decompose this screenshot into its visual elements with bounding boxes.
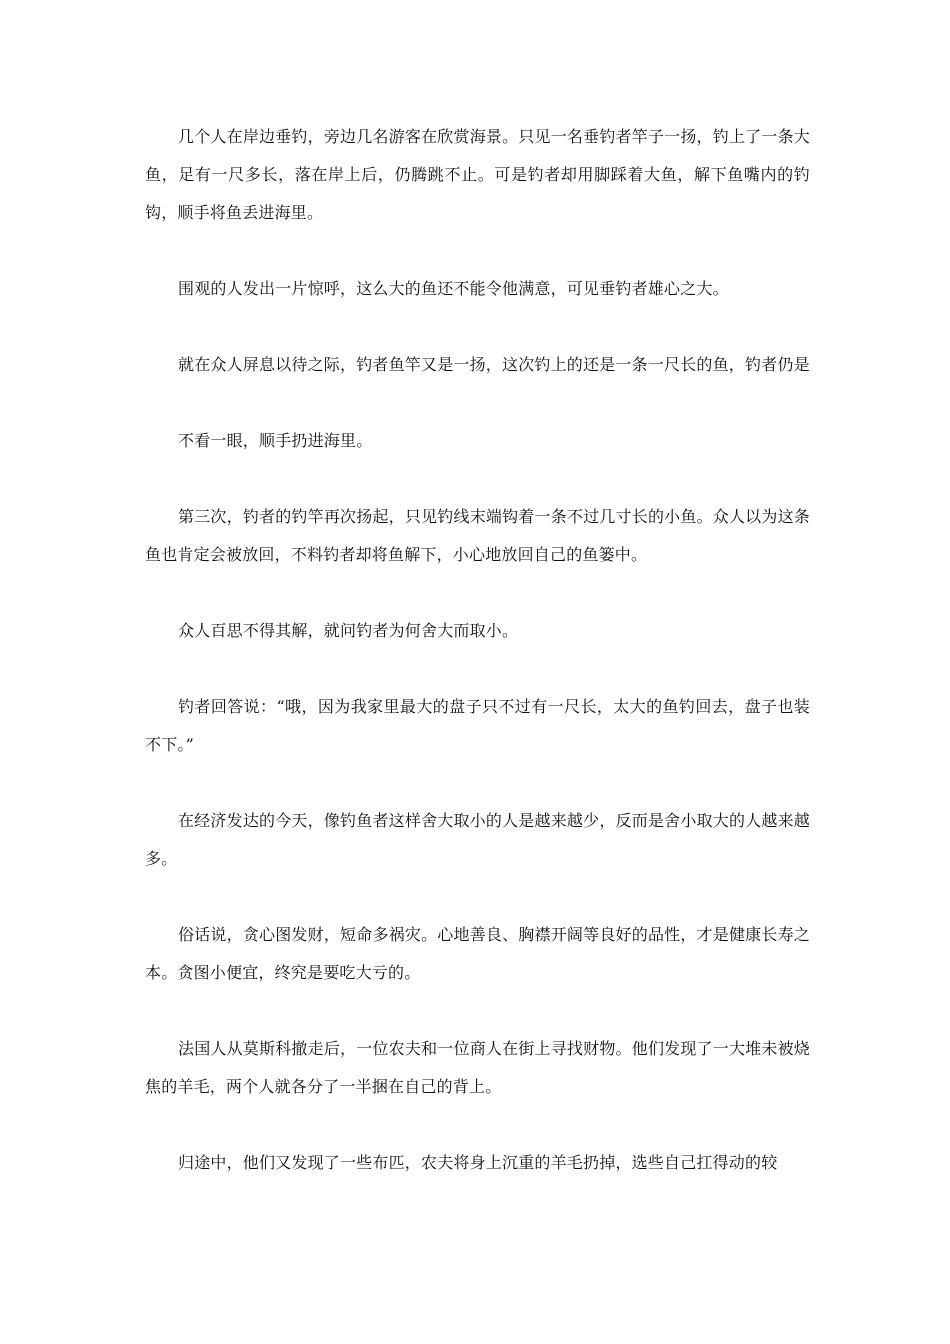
paragraph-9: 俗话说，贪心图发财，短命多祸灾。心地善良、胸襟开阔等良好的品性，才是健康长寿之本。贪图小便宜，终究是要吃大亏的。 bbox=[145, 925, 810, 982]
paragraph-10: 法国人从莫斯科撤走后，一位农夫和一位商人在街上寻找财物。他们发现了一大堆未被烧焦的羊毛，两个人就各分了一半捆在自己的背上。 bbox=[145, 1039, 810, 1096]
paragraph-8: 在经济发达的今天，像钓鱼者这样舍大取小的人是越来越少，反而是舍小取大的人越来越多。 bbox=[145, 811, 810, 868]
document-body bbox=[145, 118, 810, 1220]
paragraph-5: 第三次，钓者的钓竿再次扬起，只见钓线末端钩着一条不过几寸长的小鱼。众人以为这条鱼也肯定会被放回，不料钓者却将鱼解下，小心地放回自己的鱼篓中。 bbox=[145, 507, 810, 564]
paragraph-1: 几个人在岸边垂钓，旁边几名游客在欣赏海景。只见一名垂钓者竿子一扬，钓上了一条大鱼，足有一尺多长，落在岸上后，仍腾跳不止。可是钓者却用脚踩着大鱼，解下鱼嘴内的钓钩，顺手将鱼丢进海里。 bbox=[145, 127, 810, 222]
paragraph-2: 围观的人发出一片惊呼，这么大的鱼还不能令他满意，可见垂钓者雄心之大。 bbox=[178, 279, 729, 298]
paragraph-11: 归途中，他们又发现了一些布匹，农夫将身上沉重的羊毛扔掉，选些自己扛得动的较 bbox=[178, 1153, 778, 1172]
paragraph-4: 不看一眼，顺手扔进海里。 bbox=[178, 431, 373, 450]
paragraph-6: 众人百思不得其解，就问钓者为何舍大而取小。 bbox=[178, 621, 519, 640]
paragraph-3: 就在众人屏息以待之际，钓者鱼竿又是一扬，这次钓上的还是一条一尺长的鱼，钓者仍是 bbox=[178, 355, 810, 374]
paragraph-7: 钓者回答说：“哦，因为我家里最大的盘子只不过有一尺长，太大的鱼钓回去，盘子也装不下。” bbox=[145, 697, 810, 754]
